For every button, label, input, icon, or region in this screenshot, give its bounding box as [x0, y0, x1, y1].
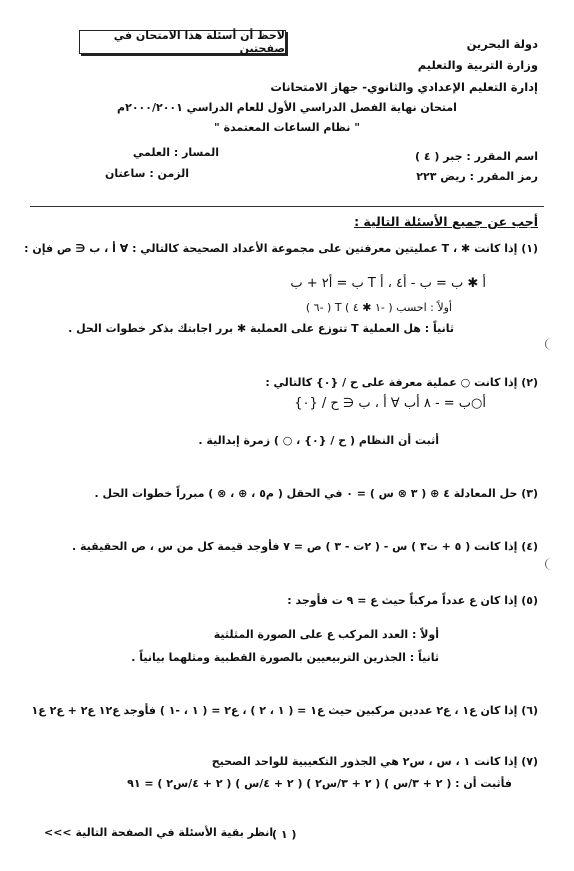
page-number: ( ١ )	[272, 828, 297, 841]
question-1-text: (١) إذا كانت ✱ ، T عمليتين معرفتين على مجموعة الأعداد الصحيحة كالتالي : ∀ أ ، ب ∈ ص فإن :	[24, 242, 538, 255]
question-6-text: (٦) إذا كان ع١ ، ع٢ عددين مركبين حيث ع١ = ( ١ ، ٢ ) ، ع٢ = ( ١ ، -١ ) فأوجد ع١٢ ع٢ + ع٢ ع١	[31, 704, 538, 717]
header-country: دولة البحرين	[466, 37, 538, 51]
margin-mark	[545, 558, 558, 570]
instruction-heading: أجب عن جميع الأسئلة التالية :	[354, 214, 538, 229]
footer-next-page-note: انظر بقية الأسئلة في الصفحة التالية >>>	[44, 826, 274, 839]
question-2-text: (٢) إذا كانت ○ عملية معرفة على ح / {٠} كالتالي :	[265, 376, 538, 389]
question-5-part-1: أولاً : العدد المركب ع على الصورة المثلثية	[213, 628, 439, 641]
header-department: إدارة التعليم الإعدادي والثانوي- جهاز الامتحانات	[270, 80, 538, 94]
margin-mark	[545, 338, 558, 350]
question-1-part-2: ثانياً : هل العملية T تتوزع على العملية ✱ برر اجابتك بذكر خطوات الحل .	[68, 322, 454, 335]
duration-label: الزمن : ساعتان	[105, 167, 189, 180]
notice-text: لاحظ أن أسئلة هذا الامتحان في صفحتين	[113, 29, 285, 55]
exam-title: امتحان نهاية الفصل الدراسي الأول للعام الدراسي ٢٠٠٠/٢٠٠١م	[117, 101, 457, 114]
question-7-prove: فأثبت أن : ( ٢ + ٣/س ) ( ٢ + ٣/س٢ ) ( ٢ + ٤/س ) ( ٢ + ٤/س٢ ) = ٩١	[127, 777, 512, 790]
system-label: " نظام الساعات المعتمدة "	[214, 121, 360, 134]
track-label: المسار : العلمي	[132, 146, 219, 159]
question-5-part-2: ثانياً : الجذرين التربيعيين بالصورة القطبية ومثلهما بيانياً .	[131, 651, 439, 664]
question-2-equation: أ○ب = - ٨ أب ∀ أ ، ب ∈ ح / {٠}	[294, 396, 486, 411]
course-code: رمز المقرر : ريض ٢٢٣	[416, 170, 538, 183]
question-7-text: (٧) إذا كانت ١ ، س ، س٢ هي الجذور التكعيبية للواحد الصحيح	[211, 755, 538, 768]
question-5-text: (٥) إذا كان ع عدداً مركباً حيث ع = ٩ ت فأوجد :	[287, 594, 538, 607]
question-1-equations: أ ✱ ب = ب - أ٤ ، أ T ب = أ٢ + ب	[290, 276, 486, 291]
header-divider	[30, 206, 544, 207]
notice-box	[79, 30, 286, 54]
question-4-text: (٤) إذا كانت ( ٥ + ت٣ ) س - ( ٢ت - ٣ ) ص = ٧ فأوجد قيمة كل من س ، ص الحقيقية .	[72, 540, 538, 553]
header-ministry: وزارة التربية والتعليم	[417, 58, 538, 72]
question-2-prove: أثبت أن النظام ( ح / {٠} ، ○ ) زمرة إبدالية .	[198, 434, 439, 447]
course-name: اسم المقرر : جبر ( ٤ )	[415, 150, 538, 163]
question-1-part-1: أولاً : احسب ( -١ ✱ ٤ ) T ( -٦ )	[305, 301, 452, 314]
question-3-text: (٣) حل المعادلة ٤ ⊕ ( ٣ ⊗ س ) = ٠ في الحقل ( م٥ ، ⊕ ، ⊗ ) مبرراً خطوات الحل .	[94, 487, 538, 500]
